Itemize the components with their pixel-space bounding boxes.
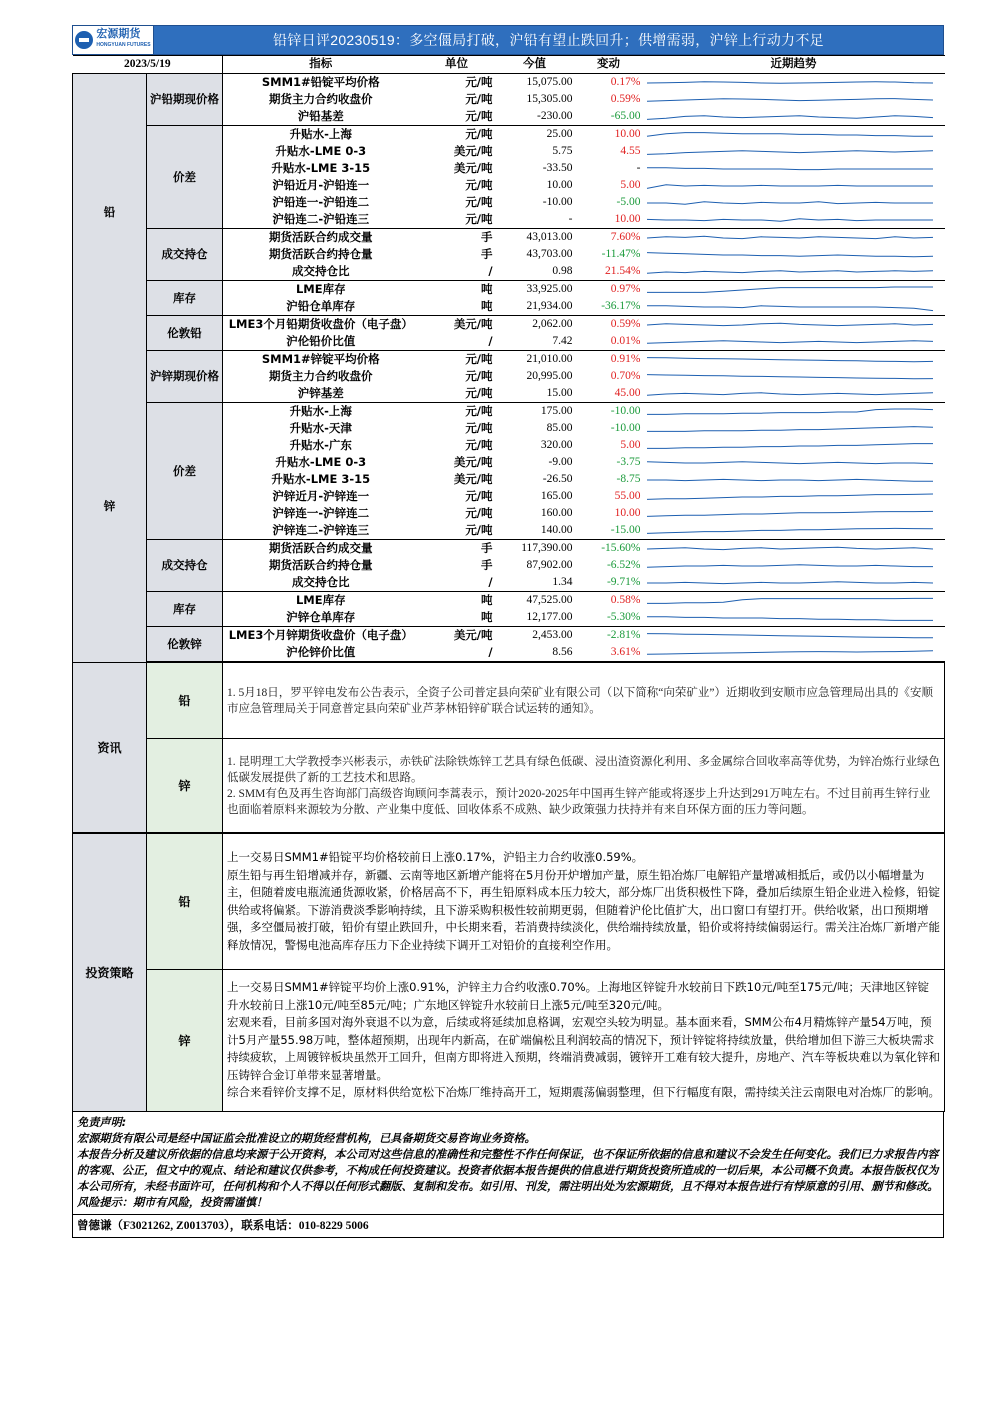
trend-sparkline xyxy=(645,282,935,298)
trend-cell xyxy=(643,194,945,211)
change-value: 0.01% xyxy=(575,333,643,351)
indicator-name: 期货活跃合约持仓量 xyxy=(269,558,373,572)
indicator-name: 升贴水-LME 3-15 xyxy=(271,161,371,175)
indicator-name: SMM1#锌锭平均价格 xyxy=(261,352,380,366)
change-value: 0.58% xyxy=(610,594,641,606)
current-value: 5.75 xyxy=(552,145,573,157)
disclaimer-p1: 宏源期货有限公司是经中国证监会批准设立的期货经营机构，已具备期货交易咨询业务资格。 xyxy=(77,1132,536,1145)
trend-line xyxy=(647,201,933,203)
indicator-name: LME3个月铅期货收盘价（电子盘） xyxy=(228,317,413,331)
trend-cell xyxy=(643,263,945,281)
col-value: 今值 xyxy=(495,56,575,74)
current-value: 20,995.00 xyxy=(526,370,573,382)
current-value: 160.00 xyxy=(540,507,573,519)
unit: 吨 xyxy=(419,298,495,316)
trend-cell xyxy=(643,574,945,592)
trend-cell xyxy=(643,177,945,194)
trend-cell xyxy=(643,74,945,92)
current-value: 1.34 xyxy=(495,574,575,592)
trend-sparkline xyxy=(645,558,935,574)
analyst-contact: 曾德谦（F3021262, Z0013703），联系电话：010-8229 5006 xyxy=(72,1215,944,1238)
trend-sparkline xyxy=(645,264,935,280)
unit: 手 xyxy=(481,230,493,244)
unit: 元/吨 xyxy=(419,522,495,540)
current-value: 175.00 xyxy=(540,405,573,417)
trend-cell xyxy=(643,246,945,263)
indicator-name: 升贴水-LME 0-3 xyxy=(275,144,367,158)
change-value: 0.97% xyxy=(610,283,641,295)
trend-sparkline xyxy=(645,195,935,211)
change-value: 21.54% xyxy=(575,263,643,281)
indicator-name: 沪铅连二-沪铅连三 xyxy=(223,211,419,229)
trend-sparkline xyxy=(645,109,935,125)
unit: 元/吨 xyxy=(419,108,495,126)
change-value: -11.47% xyxy=(601,248,641,260)
current-value: 47,525.00 xyxy=(526,594,573,606)
trend-sparkline xyxy=(645,161,935,177)
change-value: -8.75 xyxy=(616,473,641,485)
group-label: 伦敦铅 xyxy=(147,316,223,351)
trend-cell xyxy=(643,160,945,177)
change-value: -3.75 xyxy=(616,456,641,468)
trend-sparkline xyxy=(645,472,935,488)
unit: 美元/吨 xyxy=(453,317,493,331)
current-value: 10.00 xyxy=(546,179,573,191)
unit: 手 xyxy=(481,558,493,572)
trend-line xyxy=(647,218,933,220)
trend-sparkline xyxy=(645,317,935,333)
indicator-name: 沪锌仓单库存 xyxy=(223,609,419,627)
logo-icon xyxy=(75,31,93,49)
current-value: 43,703.00 xyxy=(526,248,573,260)
current-value: -9.00 xyxy=(548,456,573,468)
trend-line xyxy=(647,409,933,414)
trend-sparkline xyxy=(645,386,935,402)
table-row xyxy=(73,74,945,92)
current-value: -230.00 xyxy=(495,108,575,126)
strategy-lead-label: 铅 xyxy=(147,834,223,970)
table-row xyxy=(73,627,945,645)
indicator-name: 期货活跃合约成交量 xyxy=(269,541,373,555)
logo-text: 宏源期货 xyxy=(96,28,141,40)
indicator-name: 沪锌近月-沪锌连一 xyxy=(272,489,370,503)
indicator-name: 沪铅仓单库存 xyxy=(223,298,419,316)
trend-sparkline xyxy=(645,369,935,385)
trend-sparkline xyxy=(645,247,935,263)
indicator-name: 沪锌连二-沪锌连三 xyxy=(223,522,419,540)
indicator-name: 沪锌连一-沪锌连二 xyxy=(272,506,370,520)
strategy-section xyxy=(72,833,945,1112)
table-row xyxy=(73,592,945,610)
company-logo xyxy=(73,26,154,54)
lead-label: 铅 xyxy=(73,74,147,351)
unit: 吨 xyxy=(419,609,495,627)
indicator-name: 成交持仓比 xyxy=(223,263,419,281)
unit: 吨 xyxy=(481,593,493,607)
trend-sparkline xyxy=(645,230,935,246)
current-value: 320.00 xyxy=(540,439,573,451)
unit: / xyxy=(419,644,495,662)
trend-sparkline xyxy=(645,438,935,454)
trend-sparkline xyxy=(645,455,935,471)
trend-sparkline xyxy=(645,628,935,644)
trend-cell xyxy=(643,143,945,160)
trend-line xyxy=(647,564,933,566)
group-label: 成交持仓 xyxy=(147,229,223,281)
report-date: 2023/5/19 xyxy=(73,56,223,74)
current-value: 87,902.00 xyxy=(526,559,573,571)
trend-sparkline xyxy=(645,575,935,591)
disclaimer xyxy=(72,1112,944,1215)
trend-line xyxy=(647,374,933,378)
trend-cell xyxy=(643,211,945,229)
group-label: 库存 xyxy=(147,281,223,316)
indicator-name: 升贴水-广东 xyxy=(289,438,352,452)
current-value: 117,390.00 xyxy=(521,542,573,554)
trend-line xyxy=(647,252,933,256)
indicator-name: SMM1#铅锭平均价格 xyxy=(261,75,380,89)
trend-sparkline xyxy=(645,92,935,108)
news-section xyxy=(72,662,945,833)
trend-line xyxy=(647,528,933,533)
unit: 元/吨 xyxy=(465,369,493,383)
trend-cell xyxy=(643,229,945,247)
trend-cell xyxy=(643,281,945,299)
change-value: -5.00 xyxy=(616,196,641,208)
unit: / xyxy=(419,263,495,281)
trend-cell xyxy=(643,644,945,662)
trend-line xyxy=(647,236,933,238)
trend-sparkline xyxy=(645,541,935,557)
news-lead-text: 1. 5月18日，罗平锌电发布公告表示，全资子公司普定县向荣矿业有限公司（以下简称“向荣矿业”）近期收到安顺市应急管理局出具的《安顺市应急管理局关于同意普定县向荣矿业芦茅林铅锌矿联合试运转的通知》。 xyxy=(223,663,945,739)
table-row xyxy=(73,316,945,334)
table-row xyxy=(73,540,945,558)
trend-sparkline xyxy=(645,352,935,368)
indicator-name: LME库存 xyxy=(295,282,346,296)
current-value: 85.00 xyxy=(546,422,573,434)
current-value: 33,925.00 xyxy=(526,283,573,295)
unit: 元/吨 xyxy=(419,385,495,403)
unit: 元/吨 xyxy=(465,75,493,89)
strategy-label: 投资策略 xyxy=(73,834,147,1112)
trend-line xyxy=(647,426,933,431)
group-label: 沪铅期现价格 xyxy=(147,74,223,126)
change-value: 5.00 xyxy=(620,439,641,451)
report-page xyxy=(72,25,944,1238)
indicator-name: 沪伦铅价比值 xyxy=(223,333,419,351)
unit: 美元/吨 xyxy=(453,628,493,642)
trend-cell xyxy=(643,592,945,610)
trend-sparkline xyxy=(645,523,935,539)
trend-line xyxy=(647,323,933,325)
indicator-name: LME3个月锌期货收盘价（电子盘） xyxy=(228,628,413,642)
strategy-zinc-text: 上一交易日SMM1#锌锭平均价上涨0.91%，沪锌主力合约收涨0.70%。上海地区锌锭升水较前日下跌10元/吨至175元/吨；天津地区锌锭升水较前日上涨10元/吨至85元/吨；广东地区锌锭升水较前日上涨5元/吨至320元/吨。 宏观来看，目前多国对海外衰退不以为意，后续或将延续加息格调，宏观空头较为明显。基本面来看，SMM公布4月精炼锌产量54万吨，预计5月产量55.98万吨，整体超预期，出现年内新高，在矿端偏松且利润较高的情况下，预计锌锭将持续放量，供给增加但下游三大板块需求持续疲软，上周镀锌板块虽然开工回升，但南方即将进入预期，终端消费减弱，镀锌开工难有较大提升，房地产、汽车等板块难以为氧化锌和压铸锌合金订单带来显著增量。 综合来看锌价支撑不足，原材料供给宽松下冶炼厂维持高开工，短期震荡偏弱整理，但下行幅度有限，需持续关注云南限电对冶炼厂的影响。 xyxy=(223,970,945,1112)
indicator-name: 升贴水-LME 3-15 xyxy=(271,472,371,486)
indicator-name: 沪伦锌价比值 xyxy=(223,644,419,662)
unit: / xyxy=(419,333,495,351)
current-value: 21,934.00 xyxy=(495,298,575,316)
trend-cell xyxy=(643,385,945,403)
indicator-name: 升贴水-上海 xyxy=(289,127,352,141)
change-value: -10.00 xyxy=(610,422,641,434)
unit: 元/吨 xyxy=(465,195,493,209)
trend-cell xyxy=(643,368,945,385)
current-value: -33.50 xyxy=(542,162,573,174)
trend-sparkline xyxy=(645,489,935,505)
trend-line xyxy=(647,547,933,549)
group-label: 价差 xyxy=(147,126,223,229)
trend-cell xyxy=(643,108,945,126)
indicator-name: LME库存 xyxy=(295,593,346,607)
zinc-label: 锌 xyxy=(73,351,147,662)
strategy-lead-text: 上一交易日SMM1#铅锭平均价格较前日上涨0.17%，沪铅主力合约收涨0.59%。 原生铅与再生铅增减并存，新疆、云南等地区新增产能将在5月份开炉增加产量，原生铅冶炼厂电解铅产量增减相抵后，或仍以小幅增量为主，但随着废电瓶流通货源收紧，价格居高不下，再生铅原料成本压力较大，部分炼厂出货积极性下降，叠加后续原生铅企业进入检修，铅锭供给或将偏紧。下游消费淡季影响持续，且下游采购积极性较前期更弱，但随着沪伦比值扩大，出口窗口有望打开。供给收紧，出口预期增强，多空僵局被打破，铅价有望止跌回升，中长期来看，若消费持续淡化，供给端持续放量，铅价或将持续偏弱运行。需关注冶炼厂新增产能释放情况，警惕电池高库存压力下企业持续下调开工对铅价的直接利空作用。 xyxy=(223,834,945,970)
trend-sparkline xyxy=(645,506,935,522)
trend-line xyxy=(647,494,933,499)
change-value: -5.30% xyxy=(575,609,643,627)
trend-cell xyxy=(643,627,945,645)
change-value: 10.00 xyxy=(614,128,641,140)
current-value: 21,010.00 xyxy=(526,353,573,365)
indicator-name: 升贴水-上海 xyxy=(289,404,352,418)
current-value: 7.42 xyxy=(495,333,575,351)
disclaimer-p2: 本报告分析及建议所依据的信息均来源于公开资料，本公司对这些信息的准确性和完整性不作任何保证，也不保证所依据的信息和建议不会发生任何变化。我们已力求报告内容的客观、公正，但文中的观点、结论和建议仅供参考，不构成任何投资建议。投资者依据本报告提供的信息进行期货投资所造成的一切后果，本公司概不负责。本报告版权仅为本公司所有，未经书面许可，任何机构和个人不得以任何形式翻版、复制和发布。如引用、刊发，需注明出处为宏源期货，且不得对本报告进行有悖原意的引用、删节和修改。 xyxy=(77,1148,939,1193)
column-header-row xyxy=(73,56,945,74)
current-value: -10.00 xyxy=(542,196,573,208)
trend-line xyxy=(647,650,933,653)
trend-line xyxy=(647,270,933,272)
trend-cell xyxy=(643,454,945,471)
trend-line xyxy=(647,633,933,637)
current-value: -26.50 xyxy=(542,473,573,485)
group-label: 价差 xyxy=(147,403,223,540)
strategy-zinc-label: 锌 xyxy=(147,970,223,1112)
group-label: 伦敦锌 xyxy=(147,627,223,662)
unit: 美元/吨 xyxy=(453,161,493,175)
trend-line xyxy=(647,287,933,292)
change-value: 0.17% xyxy=(610,76,641,88)
news-lead-label: 铅 xyxy=(147,663,223,739)
current-value: 140.00 xyxy=(495,522,575,540)
trend-line xyxy=(647,132,933,136)
trend-cell xyxy=(643,91,945,108)
current-value: 2,453.00 xyxy=(532,629,573,641)
indicator-name: 升贴水-天津 xyxy=(289,421,352,435)
trend-line xyxy=(647,340,933,342)
trend-sparkline xyxy=(645,645,935,661)
change-value: -15.00 xyxy=(575,522,643,540)
unit: 元/吨 xyxy=(419,211,495,229)
indicator-name: 期货主力合约收盘价 xyxy=(269,369,373,383)
trend-cell xyxy=(643,609,945,627)
trend-cell xyxy=(643,420,945,437)
unit: 元/吨 xyxy=(465,438,493,452)
trend-sparkline xyxy=(645,334,935,350)
trend-line xyxy=(647,598,933,603)
logo-subtext: HONGYUAN FUTURES xyxy=(96,42,151,48)
current-value: 15.00 xyxy=(495,385,575,403)
change-value: 10.00 xyxy=(614,507,641,519)
trend-cell xyxy=(643,316,945,334)
change-value: 0.70% xyxy=(610,370,641,382)
current-value: 25.00 xyxy=(546,128,573,140)
trend-line xyxy=(647,81,933,82)
current-value: 2,062.00 xyxy=(532,318,573,330)
unit: 元/吨 xyxy=(465,127,493,141)
trend-line xyxy=(647,443,933,448)
current-value: 12,177.00 xyxy=(495,609,575,627)
indicator-name: 期货活跃合约成交量 xyxy=(269,230,373,244)
trend-sparkline xyxy=(645,127,935,143)
trend-cell xyxy=(643,126,945,144)
trend-cell xyxy=(643,505,945,522)
trend-sparkline xyxy=(645,75,935,91)
indicator-name: 沪铅近月-沪铅连一 xyxy=(272,178,370,192)
table-row xyxy=(73,281,945,299)
current-value: 43,013.00 xyxy=(526,231,573,243)
trend-line xyxy=(647,115,933,119)
trend-sparkline xyxy=(645,178,935,194)
trend-cell xyxy=(643,522,945,540)
unit: 元/吨 xyxy=(465,92,493,106)
trend-sparkline xyxy=(645,610,935,626)
unit: 元/吨 xyxy=(465,404,493,418)
trend-cell xyxy=(643,351,945,369)
trend-line xyxy=(647,461,933,463)
change-value: 4.55 xyxy=(620,145,641,157)
change-value: 0.59% xyxy=(610,93,641,105)
trend-cell xyxy=(643,298,945,316)
current-value: 15,075.00 xyxy=(526,76,573,88)
current-value: 165.00 xyxy=(540,490,573,502)
table-row xyxy=(73,126,945,144)
trend-line xyxy=(647,305,933,310)
unit: / xyxy=(419,574,495,592)
col-unit: 单位 xyxy=(419,56,495,74)
trend-sparkline xyxy=(645,421,935,437)
trend-line xyxy=(647,392,933,394)
trend-sparkline xyxy=(645,299,935,315)
disclaimer-title: 免责声明: xyxy=(77,1116,127,1129)
trend-line xyxy=(647,581,933,583)
change-value: 0.59% xyxy=(610,318,641,330)
indicator-name: 成交持仓比 xyxy=(223,574,419,592)
change-value: -15.60% xyxy=(601,542,641,554)
group-label: 库存 xyxy=(147,592,223,627)
unit: 美元/吨 xyxy=(453,472,493,486)
news-zinc-label: 锌 xyxy=(147,739,223,833)
change-value: - xyxy=(636,162,641,174)
indicator-name: 沪锌基差 xyxy=(223,385,419,403)
current-value: 0.98 xyxy=(495,263,575,281)
trend-cell xyxy=(643,333,945,351)
change-value: 0.91% xyxy=(610,353,641,365)
indicator-name: 沪铅基差 xyxy=(223,108,419,126)
change-value: -2.81% xyxy=(606,629,641,641)
unit: 元/吨 xyxy=(465,352,493,366)
trend-line xyxy=(647,616,933,620)
unit: 手 xyxy=(481,247,493,261)
change-value: 3.61% xyxy=(575,644,643,662)
unit: 元/吨 xyxy=(465,506,493,520)
indicator-name: 期货主力合约收盘价 xyxy=(269,92,373,106)
unit: 吨 xyxy=(481,282,493,296)
data-table xyxy=(72,55,945,662)
unit: 元/吨 xyxy=(465,178,493,192)
unit: 美元/吨 xyxy=(453,144,493,158)
change-value: 7.60% xyxy=(610,231,641,243)
trend-cell xyxy=(643,403,945,421)
report-title: 铅锌日评20230519：多空僵局打破，沪铅有望止跌回升；供增需弱，沪锌上行动力不足 xyxy=(273,32,824,48)
indicator-name: 期货活跃合约持仓量 xyxy=(269,247,373,261)
trend-sparkline xyxy=(645,593,935,609)
group-label: 成交持仓 xyxy=(147,540,223,592)
change-value: -6.52% xyxy=(606,559,641,571)
current-value: 8.56 xyxy=(495,644,575,662)
indicator-name: 沪铅连一-沪铅连二 xyxy=(272,195,370,209)
change-value: 45.00 xyxy=(575,385,643,403)
unit: 元/吨 xyxy=(465,421,493,435)
current-value: - xyxy=(495,211,575,229)
news-zinc-text: 1. 昆明理工大学教授李兴彬表示，赤铁矿法除铁炼锌工艺具有绿色低碳、浸出渣资源化利用、多金属综合回收率高等优势，为锌冶炼行业绿色低碳发展提供了新的工艺技术和思路。 2. SMM有色及再生咨询部门高级咨询顾问李蒿表示，预计2020-2025年中国再生锌产能或将逐步上升达到291万吨左右。不过目前再生锌行业也面临着原料来源较为分散、产业集中度低、回收体系不成熟、缺少政策强力扶持并有来自环保方面的压力等问题。 xyxy=(223,739,945,833)
current-value: 15,305.00 xyxy=(526,93,573,105)
group-label: 沪锌期现价格 xyxy=(147,351,223,403)
trend-cell xyxy=(643,488,945,505)
col-indicator: 指标 xyxy=(223,56,419,74)
change-value: 5.00 xyxy=(620,179,641,191)
change-value: 10.00 xyxy=(575,211,643,229)
report-header xyxy=(72,25,944,55)
unit: 美元/吨 xyxy=(453,455,493,469)
trend-line xyxy=(647,98,933,101)
trend-line xyxy=(647,511,933,516)
change-value: -9.71% xyxy=(575,574,643,592)
table-row xyxy=(73,403,945,421)
trend-cell xyxy=(643,471,945,488)
trend-line xyxy=(647,150,933,154)
disclaimer-risk: 风险提示：期市有风险，投资需谨慎！ xyxy=(77,1196,268,1209)
change-value: -10.00 xyxy=(610,405,641,417)
trend-line xyxy=(647,184,933,188)
change-value: 55.00 xyxy=(614,490,641,502)
news-label: 资讯 xyxy=(73,663,147,833)
trend-sparkline xyxy=(645,212,935,228)
trend-cell xyxy=(643,540,945,558)
change-value: -65.00 xyxy=(575,108,643,126)
table-row xyxy=(73,351,945,369)
trend-cell xyxy=(643,437,945,454)
trend-sparkline xyxy=(645,404,935,420)
change-value: -36.17% xyxy=(575,298,643,316)
unit: 手 xyxy=(481,541,493,555)
col-trend: 近期趋势 xyxy=(643,56,945,74)
indicator-name: 升贴水-LME 0-3 xyxy=(275,455,367,469)
trend-line xyxy=(647,357,933,361)
trend-line xyxy=(647,167,933,169)
unit: 元/吨 xyxy=(465,489,493,503)
trend-line xyxy=(647,479,933,481)
col-change: 变动 xyxy=(575,56,643,74)
trend-cell xyxy=(643,557,945,574)
table-row xyxy=(73,229,945,247)
trend-sparkline xyxy=(645,144,935,160)
